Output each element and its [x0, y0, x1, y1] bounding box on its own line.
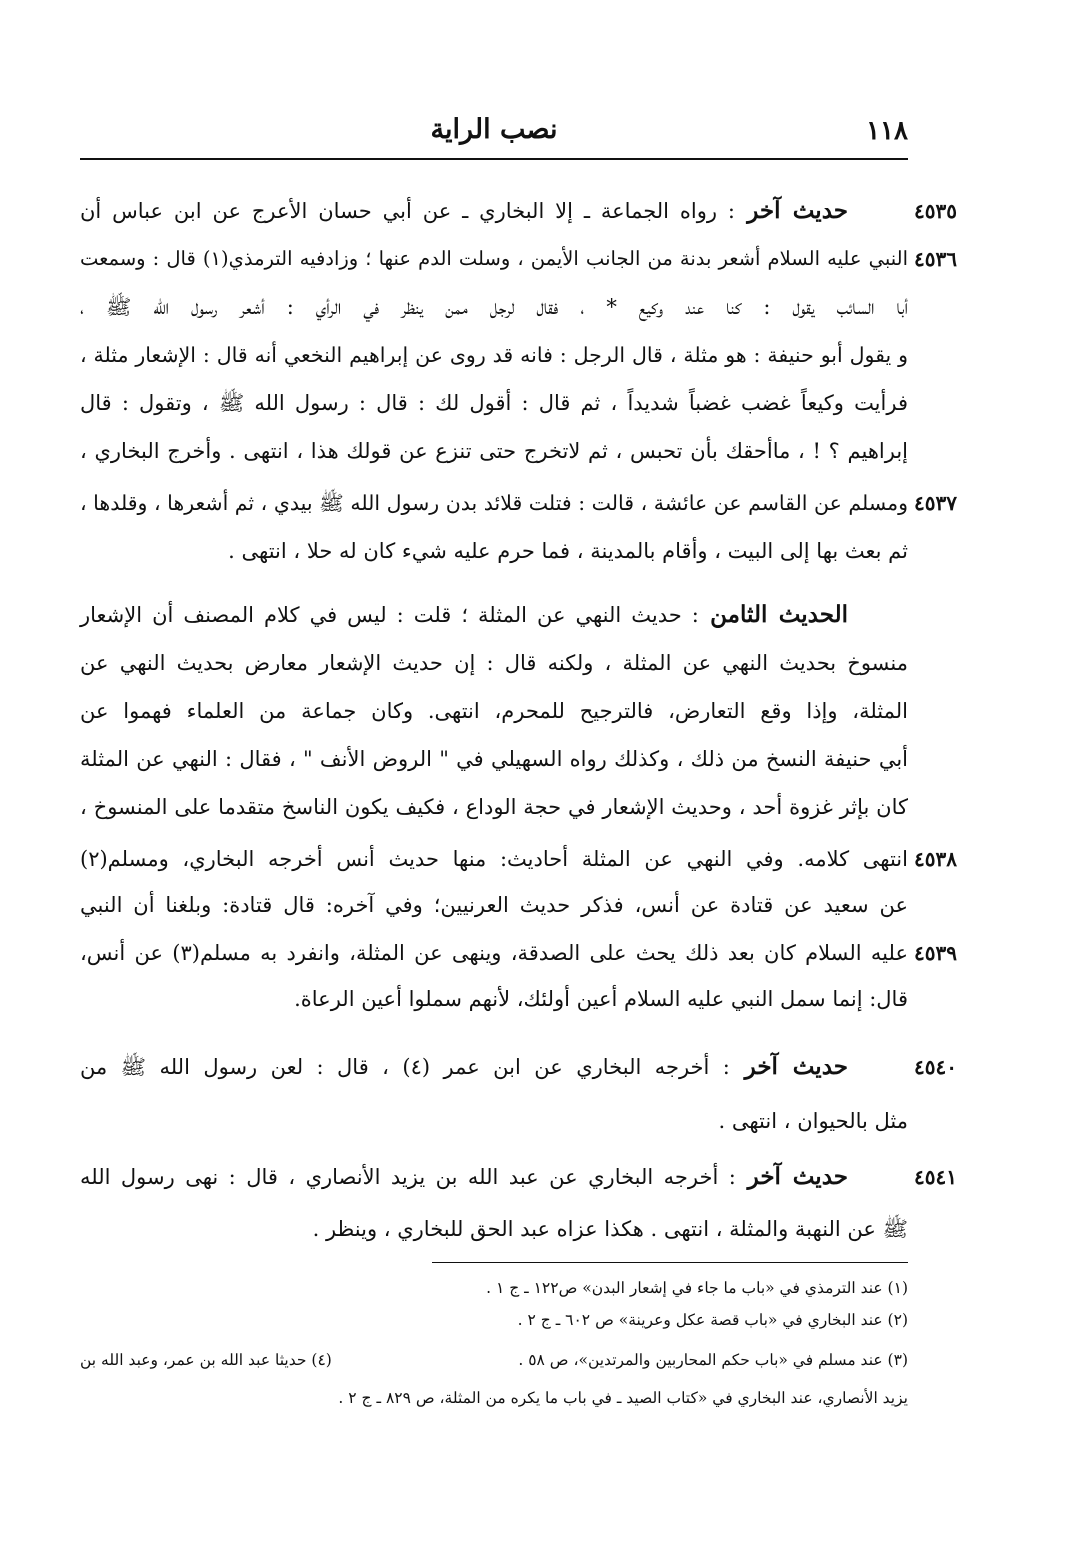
page-number: ١١٨	[866, 116, 908, 146]
hadith-number: ٤٥٣٧	[914, 491, 957, 515]
running-header	[80, 112, 908, 160]
text-line: أبا السائب يقول : كنا عند وكيع * ، فقال لرجل ممن ينظر في الرأي : أشعر رسول الله ﷺ ،	[80, 295, 908, 319]
hadith-number: ٤٥٣٩	[914, 941, 957, 965]
footnote-4-continuation: يزيد الأنصاري، عند البخاري في «كتاب الصيد ـ في باب ما يكره من المثلة، ص ٨٢٩ ـ ج ٢ .	[338, 1389, 908, 1407]
text-line: إبراهيم ؟ ! ، ماأحقك بأن تحبس ، ثم لاتخرج حتى تنزع عن قولك هذا ، انتهى . وأخرج البخاري ،	[80, 439, 908, 463]
text-line: ٤٥٤٠ حديث آخر : أخرجه البخاري عن ابن عمر (٤) ، قال : لعن رسول الله ﷺ من	[80, 1046, 908, 1088]
footnote-1: (١) عند الترمذي في «باب ما جاء في إشعار البدن» ص١٢٢ ـ ج ١ .	[486, 1279, 908, 1297]
text-line: المثلة، وإذا وقع التعارض، فالترجيح للمحرم، انتهى. وكان جماعة من العلماء فهموا عن	[80, 699, 908, 723]
text-line: ٤٥٣٧ ومسلم عن القاسم عن عائشة ، قالت : فتلت قلائد بدن رسول الله ﷺ بيدي ، ثم أشعرها ، وقلدها ،	[80, 482, 908, 524]
hadith-number: ٤٥٣٥	[914, 199, 957, 223]
text-line: و يقول أبو حنيفة : هو مثلة ، قال الرجل : فانه قد روى عن إبراهيم النخعي أنه قال : الإشعار مثلة ،	[80, 343, 908, 367]
text-line: عن سعيد عن قتادة عن أنس، فذكر حديث العرنيين؛ وفي آخره: قال قتادة: وبلغنا أن النبي	[80, 893, 908, 917]
text-line: منسوخ بحديث النهي عن المثلة ، ولكنه قال : إن حديث الإشعار معارض بحديث النهي عن	[80, 651, 908, 675]
hadith-number: ٤٥٤١	[914, 1165, 957, 1189]
text-line: ٤٥٣٩ عليه السلام كان بعد ذلك يحث على الصدقة، وينهى عن المثلة، وانفرد به مسلم(٣) عن أنس،	[80, 932, 908, 974]
hadith-number: ٤٥٤٠	[914, 1055, 957, 1079]
text-line: أبي حنيفة النسخ من ذلك ، وكذلك رواه السهيلي في " الروض الأنف " ، فقال : النهي عن المثلة	[80, 747, 908, 771]
hadith-number: ٤٥٣٦	[914, 247, 957, 271]
section-heading-line: الحديث الثامن : حديث النهي عن المثلة ؛ قلت : ليس في كلام المصنف أن الإشعار	[80, 601, 848, 628]
footnote-2: (٢) عند البخاري في «باب قصة عكل وعرينة» ص ٦٠٢ ـ ج ٢ .	[517, 1311, 908, 1329]
text-line: ٤٥٣٥ حديث آخر : رواه الجماعة ـ إلا البخاري ـ عن أبي حسان الأعرج عن ابن عباس أن	[80, 190, 908, 232]
text-line: ثم بعث بها إلى البيت ، وأقام بالمدينة ، فما حرم عليه شيء كان له حلا ، انتهى .	[228, 539, 908, 563]
text-line: ٤٥٤١ حديث آخر : أخرجه البخاري عن عبد الله بن يزيد الأنصاري ، قال : نهى رسول الله	[80, 1156, 908, 1198]
text-line: ٤٥٣٨ انتهى كلامه. وفي النهي عن المثلة أحاديث: منها حديث أنس أخرجه البخاري، ومسلم(٢)	[80, 838, 908, 880]
text-line: قال: إنما سمل النبي عليه السلام أعين أولئك، لأنهم سملوا أعين الرعاة.	[294, 987, 908, 1011]
text-line: مثل بالحيوان ، انتهى .	[718, 1109, 908, 1133]
footnote-3: (٣) عند مسلم في «باب حكم المحاربين والمرتدين»، ص ٥٨ .	[518, 1351, 908, 1369]
text-line: كان بإثر غزوة أحد ، وحديث الإشعار في حجة الوداع ، فكيف يكون الناسخ متقدما على المنسوخ ،	[80, 795, 908, 819]
footnote-divider	[432, 1262, 908, 1263]
text-line: فرأيت وكيعاً غضب غضباً شديداً ، ثم قال : أقول لك : قال : رسول الله ﷺ ، وتقول : قال	[80, 391, 908, 415]
hadith-number: ٤٥٣٨	[914, 847, 957, 871]
text-line: ٤٥٣٦ النبي عليه السلام أشعر بدنة من الجانب الأيمن ، وسلت الدم عنها ؛ وزادفيه الترمذي(١) قال : وسمعت	[80, 238, 908, 280]
running-title: نصب الراية	[430, 114, 558, 145]
text-line: ﷺ عن النهبة والمثلة ، انتهى . هكذا عزاه عبد الحق للبخاري ، وينظر .	[312, 1217, 908, 1241]
footnote-4: (٤) حديثا عبد الله بن عمر، وعبد الله بن	[80, 1351, 332, 1369]
